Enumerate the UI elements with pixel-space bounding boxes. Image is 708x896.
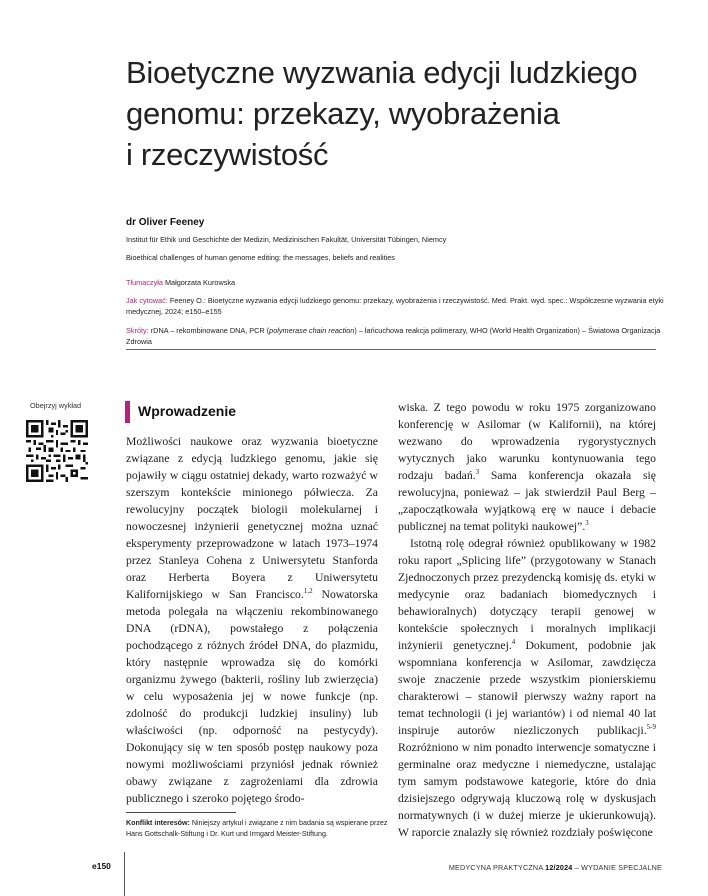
citation-ref: 1,2 xyxy=(303,587,313,596)
body-column-right xyxy=(398,399,656,841)
abbreviations-text-1: rDNA – rekombinowane DNA, PCR ( xyxy=(150,326,270,335)
title-line-3: i rzeczywistość xyxy=(126,137,329,172)
text: Dokument, podobnie jak wspomniana konferencja w Asilomar, zawdzięcza swoje znaczenie przede wszystkim pionierskiemu charakterowi – stanowił pierwszy ważny raport na temat technologii (i jej wariantów) i od niemal 40 lat inspiruje autorów niezliczonych publikacji. xyxy=(398,639,656,737)
paragraph xyxy=(126,433,378,807)
page-number: e150 xyxy=(92,861,111,871)
citation-ref: 4 xyxy=(511,638,516,647)
journal-issue: 12/2024 xyxy=(545,863,573,872)
translator-label: Tłumaczyła xyxy=(126,278,163,287)
text: Sama konferencja okazała się rewolucyjna, ponieważ – jak stwierdził Paul Berg – „zapoczątkowała wyjątkową erę w nauce i debacie publicznej na temat polityki naukowej”. xyxy=(398,469,656,533)
translator-line xyxy=(126,277,666,288)
section-title: Wprowadzenie xyxy=(138,403,237,419)
header-divider xyxy=(126,349,656,350)
citation-ref: 3 xyxy=(585,519,589,528)
journal-name: MEDYCYNA PRAKTYCZNA xyxy=(448,863,543,872)
footnote-text: Niniejszy artykuł i związane z nim badania są wspierane przez Hans Gottschalk-Stiftung i Dr. Kurt und Irmgard Meister-Stiftung. xyxy=(126,819,388,838)
text: Rozróżniono w nim ponadto interwencje somatyczne i germinalne oraz medyczne i niemedyczne, ustalając tym samym podstawowe kategorie, które do dnia dzisiejszego odgrywają kluczową rolę w dyskusjach normatywnych (i w dużej mierze je ukierunkowują). W raporcie znalazły się również rozdziały poświęcone xyxy=(398,741,656,839)
abbreviations-italic: polymerase chain reaction xyxy=(269,326,355,335)
author-affiliation: Institut für Ethik und Geschichte der Medizin, Medizinischen Fakultät, Universität Tübingen, Niemcy xyxy=(126,235,447,244)
citation-text: Feeney O.: Bioetyczne wyzwania edycji ludzkiego genomu: przekazy, wyobrażenia i rzeczywistość. Med. Prakt. wyd. spec.: Współczesne wyzwania etyki medycznej, 2024; e150–e155 xyxy=(126,296,664,316)
section-accent-bar xyxy=(125,401,130,423)
conflict-of-interest-note xyxy=(126,818,388,840)
body-column-left xyxy=(126,433,378,807)
journal-footer xyxy=(449,863,662,872)
text: Nowatorska metoda polegała na włączeniu rekombinowanego DNA (rDNA), powstałego z połączenia pochodzącego z różnych źródeł DNA, do plazmidu, który następnie wprowadza się do komórki organizmu żywego (bakterii, rośliny lub zwierzęcia) w celu wyposażenia jej w nowe funkcje (np. zdolność do produkcji ludzkiej insuliny) lub właściwości (np. odporność na pestycydy). Dokonujący się w ten sposób postęp naukowy poza nowymi możliwościami przyniósł jednak również obawy związane z zagrożeniami dla zdrowia publicznego i szeroko pojętego środo- xyxy=(126,588,378,805)
author-name: dr Oliver Feeney xyxy=(126,217,205,228)
translator-name: Małgorzata Kurowska xyxy=(164,278,236,287)
title-line-1: Bioetyczne wyzwania edycji ludzkiego xyxy=(126,55,638,90)
paragraph xyxy=(398,399,656,535)
text: Możliwości naukowe oraz wyzwania bioetyczne związane z edycją ludzkiego genomu, jakie się pojawiły w ciągu ostatniej dekady, warto rozważyć w szerszym kontekście minionego półwiecza. Za rewolucyjny początek biologii molekularnej i nowoczesnej inżynierii genetycznej można uznać eksperymenty przeprowadzone w latach 1973–1974 przez Stanleya Cohena z Uniwersytetu Stanforda oraz Herberta Boyera z Uniwersytetu Kalifornijskiego w San Francisco. xyxy=(126,435,378,601)
text: Istotną rolę odegrał również opublikowany w 1982 roku raport „Splicing life” (przygotowany w Stanach Zjednoczonych przez prezydencką komisję ds. etyki w medycynie oraz badaniach biomedycznych i behawioralnych) dotyczący terapii genowej w kontekście społecznych i moralnych implikacji inżynierii genetycznej. xyxy=(398,537,656,652)
footnote-label: Konflikt interesów: xyxy=(126,819,190,827)
watch-lecture-label: Obejrzyj wykład xyxy=(30,401,82,410)
citation-label: Jak cytować: xyxy=(126,296,168,305)
title-line-2: genomu: przekazy, wyobrażenia xyxy=(126,96,560,131)
paragraph xyxy=(398,535,656,841)
text: wiska. Z tego powodu w roku 1975 zorganizowano konferencję w Asilomar (w Kalifornii), na której wezwano do wprowadzenia rygorystycznych wytycznych jako warunku kontynuowania tego rodzaju badań. xyxy=(398,401,656,482)
footnote-divider xyxy=(126,812,236,813)
journal-suffix: – WYDANIE SPECJALNE xyxy=(574,863,662,872)
qr-code-icon[interactable] xyxy=(26,420,88,482)
citation-ref: 3 xyxy=(475,468,480,477)
abbreviations-label: Skróty: xyxy=(126,326,149,335)
english-title: Bioethical challenges of human genome editing: the messages, beliefs and realities xyxy=(126,253,395,262)
citation-line xyxy=(126,295,666,317)
footer-divider xyxy=(124,852,125,896)
abbreviations-text-2: ) – łańcuchowa reakcja polimerazy, WHO (World Health Organization) – Światowa Organizacja Zdrowia xyxy=(126,326,661,346)
citation-ref: 5-9 xyxy=(646,723,656,732)
article-title xyxy=(126,52,666,175)
abbreviations-line xyxy=(126,325,666,347)
